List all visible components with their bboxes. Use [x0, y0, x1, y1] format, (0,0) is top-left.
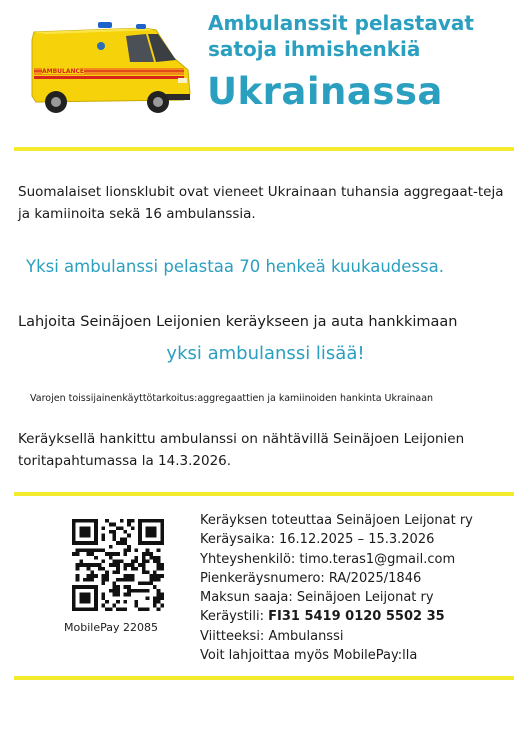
account-number: FI31 5419 0120 5502 35 [268, 609, 445, 625]
divider-top [14, 147, 514, 151]
title-line-1: Ambulanssit pelastavat [208, 11, 474, 35]
organizer: Keräyksen toteuttaa Seinäjoen Leijonat ry [200, 513, 473, 528]
info-block [200, 511, 473, 665]
qr-code[interactable] [72, 519, 164, 611]
slogan: Yksi ambulanssi pelastaa 70 henkeä kuukaudessa. [26, 257, 444, 276]
intro-paragraph: Suomalaiset lionsklubit ovat vieneet Ukrainaan tuhansia aggregaat-teja ja kamiinoita sekä 16 ambulanssia. [18, 184, 504, 222]
title-line-3: Ukrainassa [207, 70, 443, 113]
ambulance-illustration [26, 18, 194, 118]
divider-bottom [14, 676, 514, 680]
ambulance-lettering: AMBULANCE [41, 68, 85, 75]
display-note: Keräyksellä hankittu ambulanssi on nähtävillä Seinäjoen Leijonien toritapahtumassa la 14.3.2026. [18, 431, 465, 469]
title-line-2: satoja ihmishenkiä [208, 37, 421, 61]
mobilepay-label: MobilePay 22085 [64, 621, 158, 634]
usage-note: Varojen toissijainenkäyttötarkoitus:aggregaattien ja kamiinoiden hankinta Ukrainaan [30, 393, 434, 404]
account-line [200, 607, 473, 626]
collection-period: Keräysaika: 16.12.2025 – 15.3.2026 [200, 532, 435, 548]
mobilepay-note: Voit lahjoittaa myös MobilePay:lla [200, 648, 418, 664]
account-label: Keräystili: [200, 609, 269, 625]
reference: Viitteeksi: Ambulanssi [200, 628, 344, 644]
contact-person: Yhteyshenkilö: timo.teras1@gmail.com [200, 551, 456, 567]
divider-middle [14, 492, 514, 496]
payee: Maksun saaja: Seinäjoen Leijonat ry [200, 590, 434, 606]
appeal-line-1: Lahjoita Seinäjoen Leijonien keräykseen ja auta hankkimaan [18, 314, 458, 330]
appeal-line-2: yksi ambulanssi lisää! [166, 343, 365, 364]
permit-number: Pienkeräysnumero: RA/2025/1846 [200, 570, 422, 586]
